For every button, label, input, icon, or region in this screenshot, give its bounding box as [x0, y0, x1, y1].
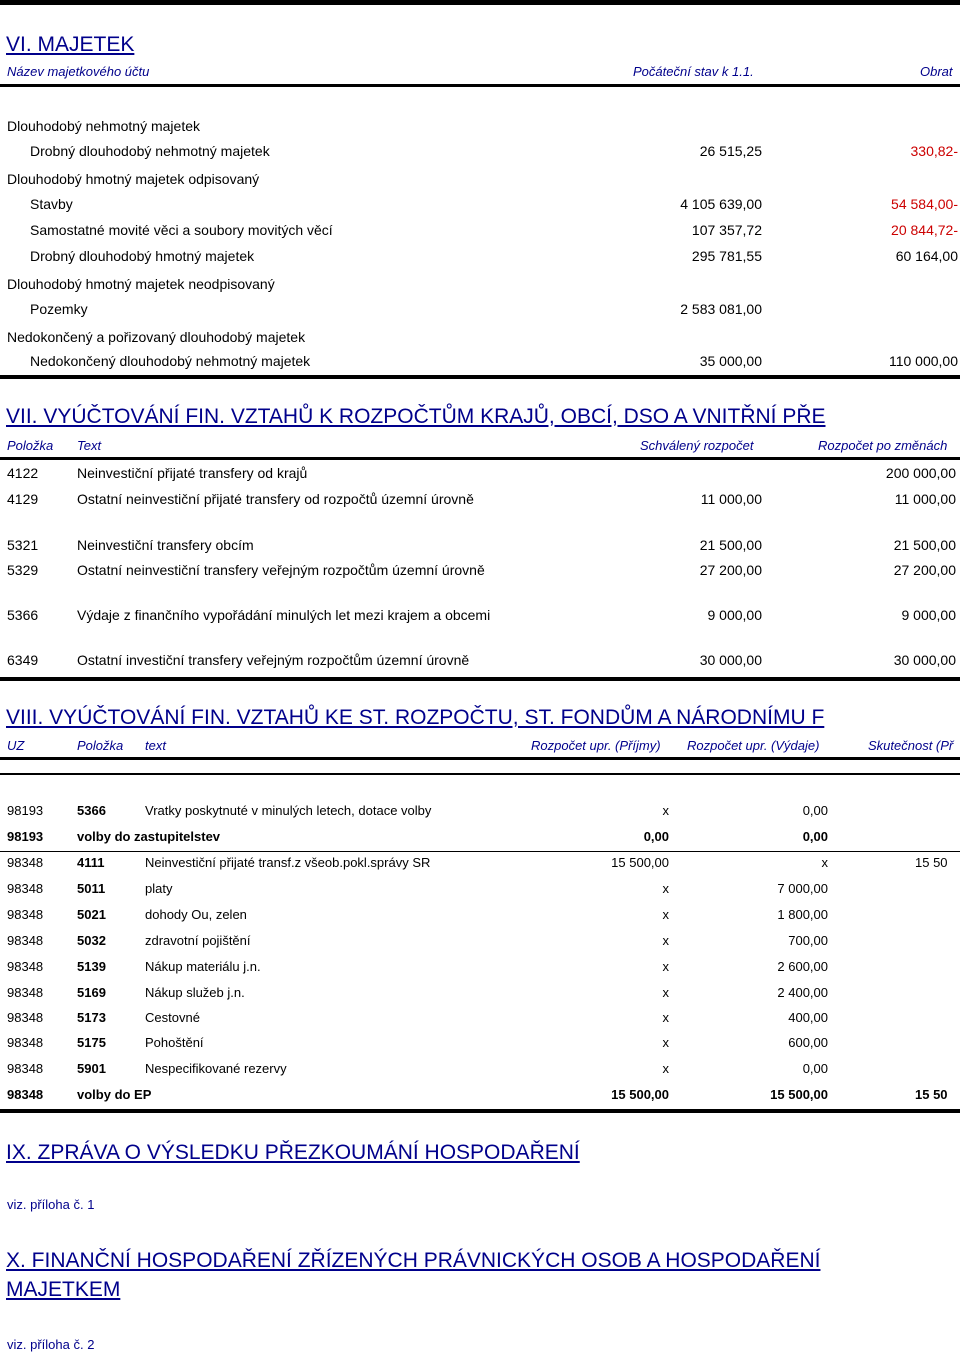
- asset-row-label: Stavby: [30, 196, 73, 212]
- uz-code: 98348: [7, 1087, 44, 1102]
- group-label: Dlouhodobý hmotný majetek odpisovaný: [7, 171, 260, 187]
- transfer-text: Ostatní investiční transfery veřejným rozpočtům územní úrovně: [77, 652, 470, 668]
- expense-value: 7 000,00: [777, 881, 828, 896]
- transfer-approved: 30 000,00: [699, 652, 762, 668]
- income-value: 15 500,00: [611, 1087, 669, 1102]
- section-6-bottom-rule: [0, 375, 960, 379]
- uz-code: 98348: [7, 1061, 44, 1076]
- section-6-title: VI. MAJETEK: [6, 33, 135, 56]
- item-code: 5175: [77, 1035, 106, 1050]
- item-code: 5169: [77, 985, 106, 1000]
- item-text: volby do EP: [77, 1087, 152, 1102]
- item-text: Nákup služeb j.n.: [145, 985, 245, 1000]
- expense-value: 400,00: [788, 1010, 828, 1025]
- transfer-code: 6349: [7, 652, 39, 668]
- item-code: 5021: [77, 907, 106, 922]
- asset-row-start: 35 000,00: [699, 353, 762, 369]
- item-text: Nákup materiálu j.n.: [145, 959, 261, 974]
- uz-code: 98348: [7, 959, 44, 974]
- income-value: 0,00: [643, 829, 669, 844]
- item-text: Vratky poskytnuté v minulých letech, dotace volby: [145, 803, 432, 818]
- transfer-text: Ostatní neinvestiční přijaté transfery od rozpočtů územní úrovně: [77, 491, 474, 507]
- transfer-approved: 11 000,00: [700, 491, 762, 507]
- item-code: 5139: [77, 959, 106, 974]
- item-text: dohody Ou, zelen: [145, 907, 247, 922]
- section-8-title: VIII. VYÚČTOVÁNÍ FIN. VZTAHŮ KE ST. ROZPOČTU, ST. FONDŮM A NÁRODNÍMU F: [6, 706, 825, 729]
- asset-row-start: 2 583 081,00: [680, 301, 762, 317]
- uz-code: 98193: [7, 829, 44, 844]
- header-rule: [0, 757, 960, 760]
- uz-code: 98193: [7, 803, 44, 818]
- transfer-changed: 27 200,00: [893, 562, 956, 578]
- transfer-text: Neinvestiční transfery obcím: [77, 537, 254, 553]
- expense-value: 0,00: [802, 829, 828, 844]
- section-8-bottom-rule: [0, 1109, 960, 1113]
- section-10-title-line2: MAJETKEM: [6, 1278, 121, 1301]
- income-value: x: [662, 1061, 669, 1076]
- transfer-code: 5329: [7, 562, 39, 578]
- income-value: x: [662, 959, 669, 974]
- section-9-note: viz. příloha č. 1: [7, 1197, 95, 1212]
- expense-value: 2 400,00: [777, 985, 828, 1000]
- expense-value: 15 500,00: [770, 1087, 828, 1102]
- header-income-budget: Rozpočet upr. (Příjmy): [531, 738, 661, 753]
- header-rule-2: [0, 773, 960, 775]
- transfer-code: 5366: [7, 607, 39, 623]
- group-label: Nedokončený a pořizovaný dlouhodobý majetek: [7, 329, 306, 345]
- group-label: Dlouhodobý hmotný majetek neodpisovaný: [7, 276, 275, 292]
- transfer-text: Neinvestiční přijaté transfery od krajů: [77, 465, 308, 481]
- header-item: Položka: [7, 438, 54, 453]
- item-code: 4111: [77, 855, 105, 870]
- section-10-title-line1: X. FINANČNÍ HOSPODAŘENÍ ZŘÍZENÝCH PRÁVNICKÝCH OSOB A HOSPODAŘENÍ: [6, 1249, 821, 1272]
- asset-row-start: 4 105 639,00: [680, 196, 762, 212]
- transfer-code: 4122: [7, 465, 39, 481]
- header-text: text: [145, 738, 166, 753]
- item-text: Neinvestiční přijaté transf.z všeob.pokl.správy SR: [145, 855, 431, 870]
- asset-row-start: 107 357,72: [691, 222, 762, 238]
- income-value: x: [662, 907, 669, 922]
- top-rule: [0, 0, 960, 5]
- header-expense-budget: Rozpočet upr. (Výdaje): [687, 738, 820, 753]
- asset-row-label: Drobný dlouhodobý hmotný majetek: [30, 248, 255, 264]
- header-rule: [0, 84, 960, 87]
- item-code: 5011: [77, 881, 106, 896]
- transfer-changed: 30 000,00: [893, 652, 956, 668]
- item-text: Nespecifikované rezervy: [145, 1061, 287, 1076]
- item-text: platy: [145, 881, 173, 896]
- header-start-balance: Počáteční stav k 1.1.: [633, 64, 754, 79]
- header-text: Text: [77, 438, 102, 453]
- actual-value: 15 50: [915, 1087, 948, 1102]
- header-account-name: Název majetkového účtu: [7, 64, 150, 79]
- asset-row-turnover: 330,82-: [910, 143, 958, 159]
- uz-code: 98348: [7, 907, 44, 922]
- uz-code: 98348: [7, 1035, 44, 1050]
- expense-value: x: [821, 855, 828, 870]
- income-value: x: [662, 881, 669, 896]
- transfer-approved: 9 000,00: [707, 607, 762, 623]
- actual-value: 15 50: [915, 855, 948, 870]
- transfer-text: Ostatní neinvestiční transfery veřejným rozpočtům územní úrovně: [77, 562, 485, 578]
- transfer-code: 4129: [7, 491, 39, 507]
- item-code: 5032: [77, 933, 106, 948]
- expense-value: 0,00: [802, 1061, 828, 1076]
- header-turnover: Obrat: [920, 64, 953, 79]
- item-code: 5366: [77, 803, 106, 818]
- transfer-changed: 9 000,00: [901, 607, 956, 623]
- uz-code: 98348: [7, 881, 44, 896]
- item-text: volby do zastupitelstev: [77, 829, 221, 844]
- uz-code: 98348: [7, 855, 44, 870]
- asset-row-label: Pozemky: [30, 301, 88, 317]
- header-actual: Skutečnost (Př: [868, 738, 954, 753]
- transfer-changed: 11 000,00: [894, 491, 956, 507]
- income-value: 15 500,00: [611, 855, 669, 870]
- expense-value: 2 600,00: [777, 959, 828, 974]
- transfer-approved: 27 200,00: [699, 562, 762, 578]
- asset-row-label: Nedokončený dlouhodobý nehmotný majetek: [30, 353, 311, 369]
- asset-row-turnover: 60 164,00: [895, 248, 958, 264]
- group-label: Dlouhodobý nehmotný majetek: [7, 118, 201, 134]
- item-code: 5173: [77, 1010, 106, 1025]
- transfer-changed: 21 500,00: [893, 537, 956, 553]
- section-10-note: viz. příloha č. 2: [7, 1337, 95, 1352]
- transfer-changed: 200 000,00: [885, 465, 956, 481]
- item-text: Cestovné: [145, 1010, 200, 1025]
- section-7-title: VII. VYÚČTOVÁNÍ FIN. VZTAHŮ K ROZPOČTŮM KRAJŮ, OBCÍ, DSO A VNITŘNÍ PŘE: [6, 405, 826, 428]
- asset-row-label: Samostatné movité věci a soubory movitých věcí: [30, 222, 333, 238]
- uz-code: 98348: [7, 985, 44, 1000]
- section-7-bottom-rule: [0, 677, 960, 681]
- header-approved-budget: Schválený rozpočet: [640, 438, 754, 453]
- header-item: Položka: [77, 738, 124, 753]
- income-value: x: [662, 1010, 669, 1025]
- header-budget-after-changes: Rozpočet po změnách: [818, 438, 948, 453]
- asset-row-start: 295 781,55: [691, 248, 762, 264]
- uz-code: 98348: [7, 933, 44, 948]
- section-9-title: IX. ZPRÁVA O VÝSLEDKU PŘEZKOUMÁNÍ HOSPODAŘENÍ: [6, 1141, 580, 1164]
- uz-code: 98348: [7, 1010, 44, 1025]
- income-value: x: [662, 933, 669, 948]
- income-value: x: [662, 1035, 669, 1050]
- expense-value: 700,00: [788, 933, 828, 948]
- expense-value: 600,00: [788, 1035, 828, 1050]
- asset-row-start: 26 515,25: [699, 143, 762, 159]
- item-text: Pohoštění: [145, 1035, 204, 1050]
- transfer-text: Výdaje z finančního vypořádání minulých let mezi krajem a obcemi: [77, 607, 491, 623]
- income-value: x: [662, 985, 669, 1000]
- asset-row-turnover: 110 000,00: [888, 353, 958, 369]
- expense-value: 0,00: [802, 803, 828, 818]
- row-divider: [0, 851, 960, 852]
- expense-value: 1 800,00: [777, 907, 828, 922]
- item-text: zdravotní pojištění: [145, 933, 251, 948]
- transfer-code: 5321: [7, 537, 39, 553]
- income-value: x: [662, 803, 669, 818]
- header-rule: [0, 457, 960, 460]
- asset-row-label: Drobný dlouhodobý nehmotný majetek: [30, 143, 270, 159]
- transfer-approved: 21 500,00: [699, 537, 762, 553]
- item-code: 5901: [77, 1061, 106, 1076]
- asset-row-turnover: 20 844,72-: [891, 222, 958, 238]
- asset-row-turnover: 54 584,00-: [891, 196, 958, 212]
- header-uz: UZ: [7, 738, 25, 753]
